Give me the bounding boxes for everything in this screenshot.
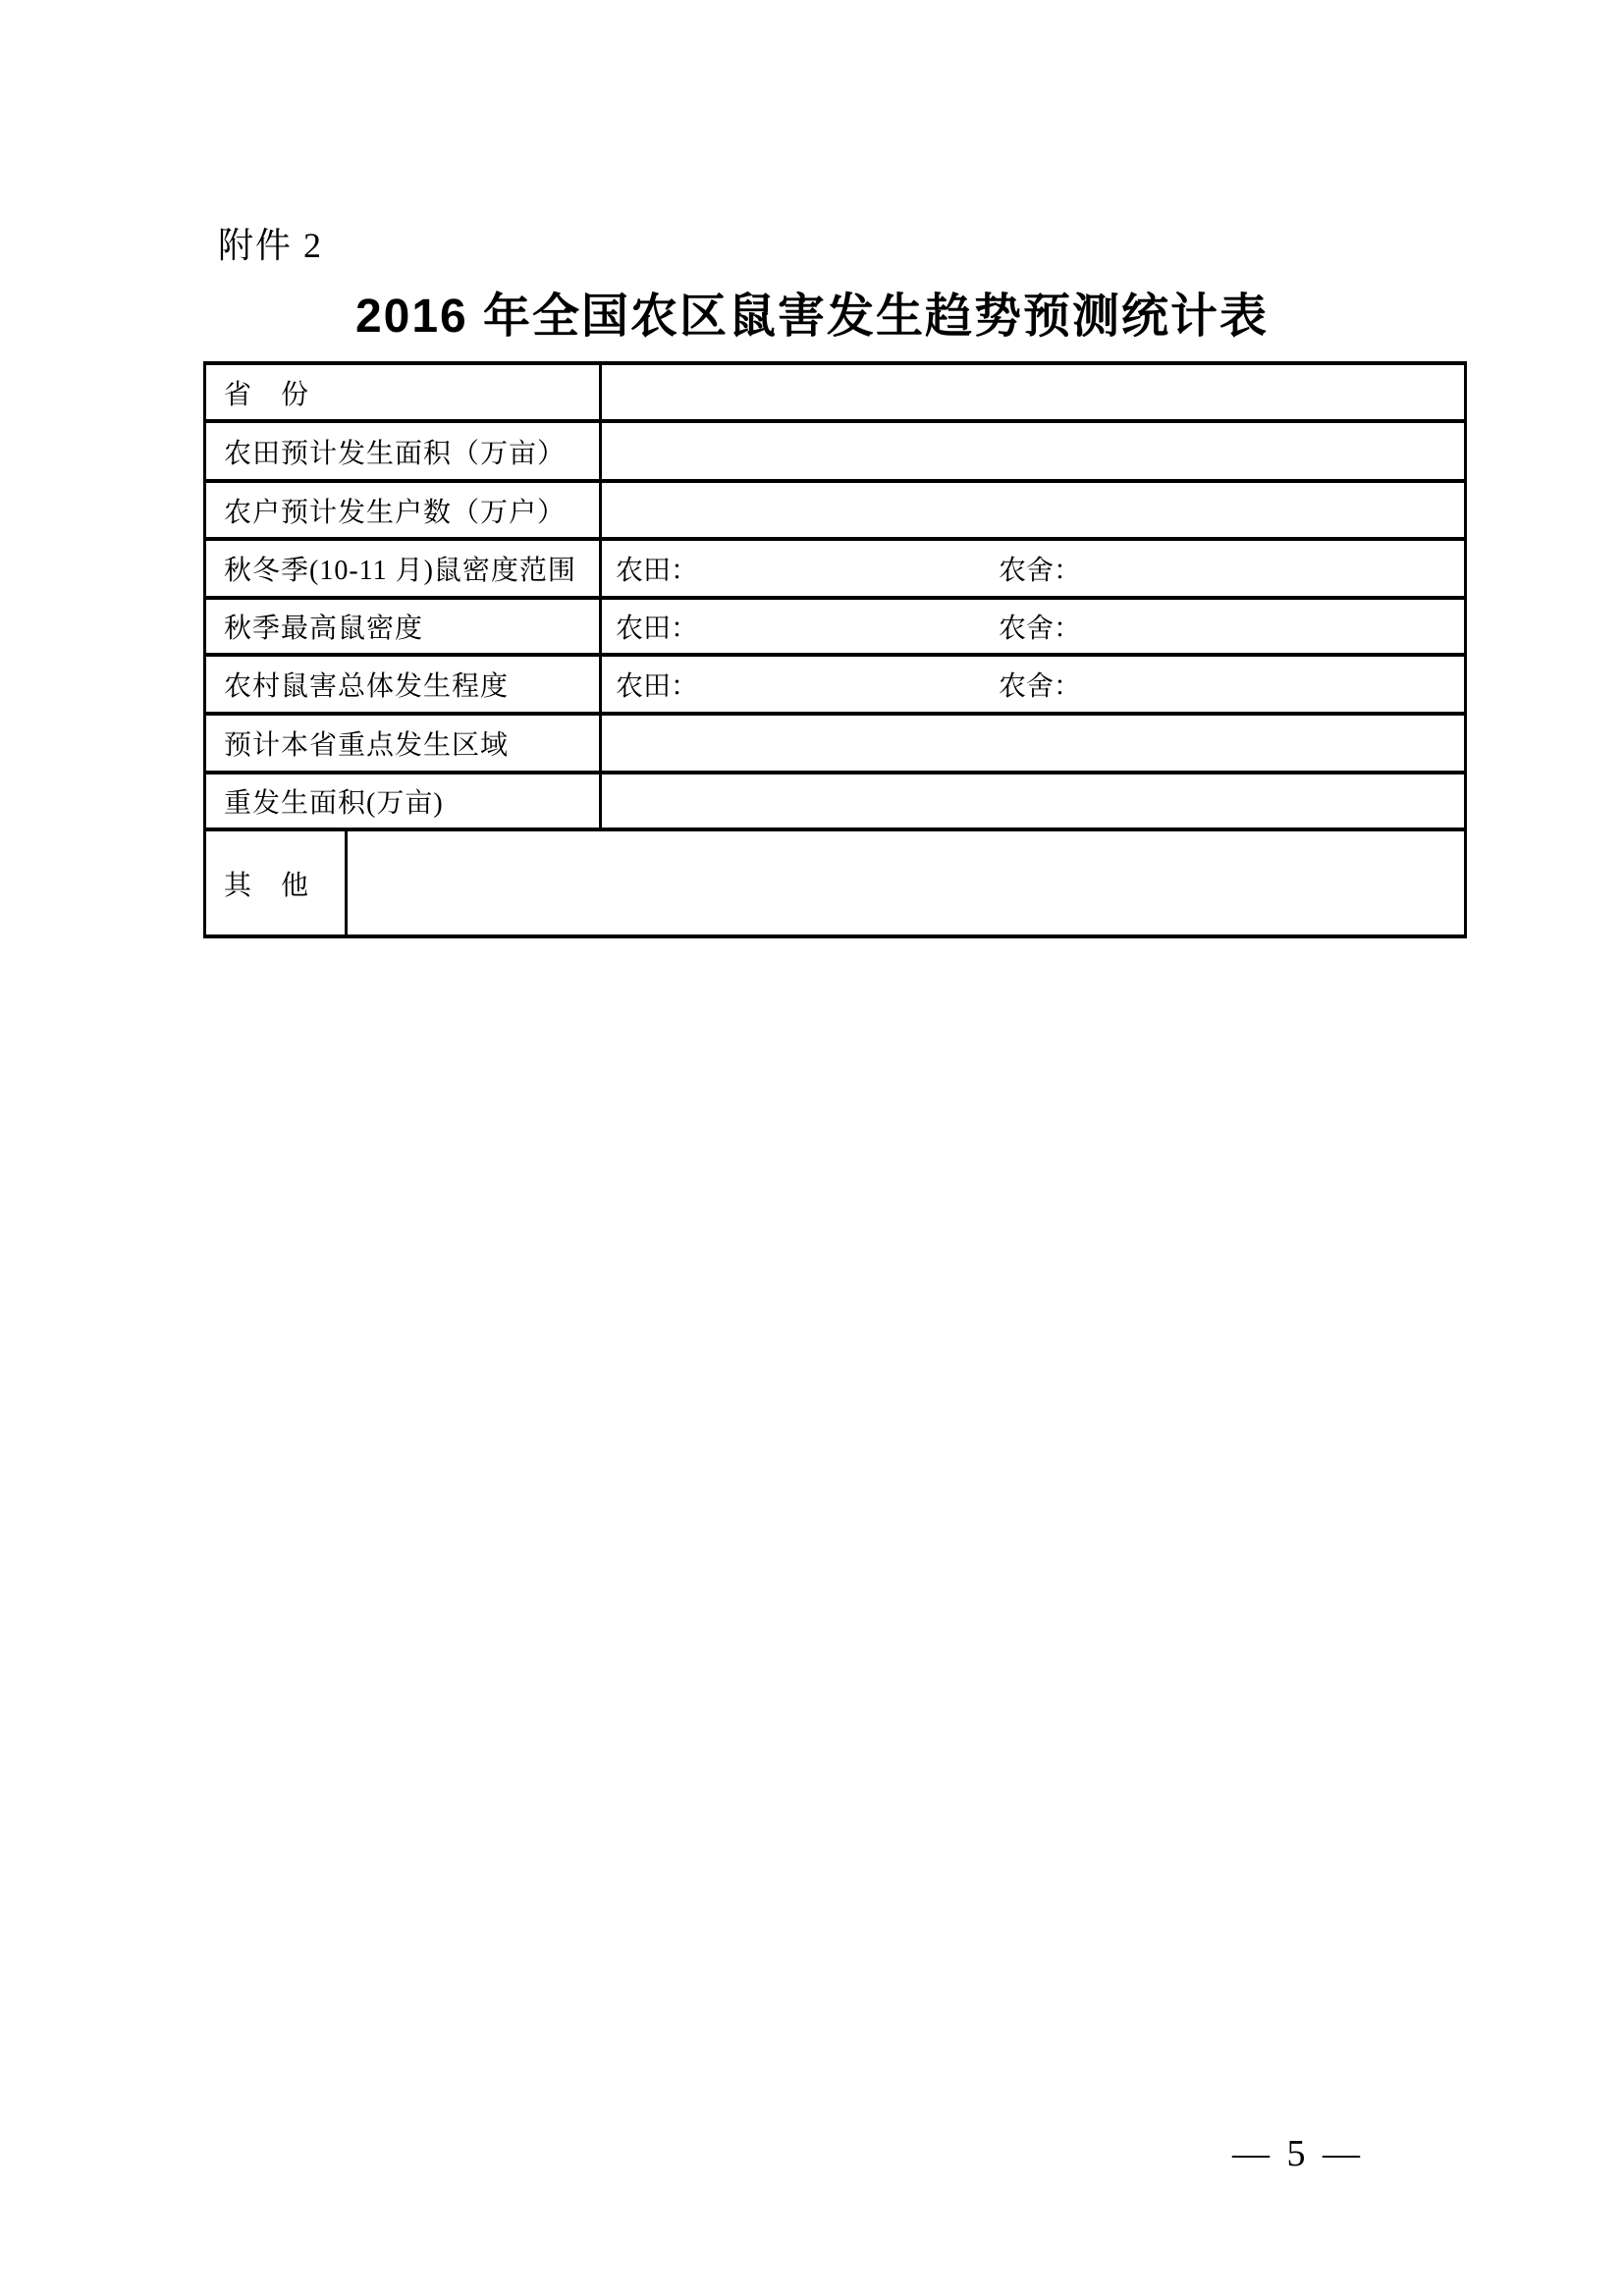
- table-row-household-count: [206, 479, 1464, 537]
- row-label-cell: 重发生面积(万亩): [206, 774, 602, 828]
- row-value-cell: [602, 774, 1464, 828]
- farmland-field-label: 农田：: [616, 556, 699, 586]
- row-label-cell: 秋季最高鼠密度: [206, 600, 602, 653]
- table-row-other: [206, 828, 1464, 934]
- farmhouse-field-label: 农舍：: [999, 556, 1082, 586]
- document-title: 2016 年全国农区鼠害发生趋势预测统计表: [354, 291, 1270, 343]
- table-row-province: [206, 365, 1464, 419]
- row-label-cell: 预计本省重点发生区域: [206, 716, 602, 771]
- row-label-cell: 省 份: [206, 365, 602, 419]
- table-row-density-range: [206, 537, 1464, 596]
- row-label-cell: 农田预计发生面积（万亩）: [206, 423, 602, 479]
- row-value-cell: [348, 831, 1464, 934]
- table-row-key-regions: [206, 712, 1464, 771]
- farmhouse-field-label: 农舍：: [999, 614, 1082, 644]
- farmhouse-field-label: 农舍：: [999, 671, 1082, 702]
- row-value-cell: [602, 600, 1464, 653]
- row-value-cell: [602, 365, 1464, 419]
- table-row-overall-degree: [206, 653, 1464, 712]
- row-value-cell: [602, 716, 1464, 771]
- table-row-severe-area: [206, 771, 1464, 828]
- forecast-table: [203, 361, 1467, 938]
- page-number: — 5 —: [1232, 2133, 1364, 2174]
- table-row-farmland-area: [206, 419, 1464, 479]
- table-row-autumn-max-density: [206, 596, 1464, 653]
- row-value-cell: [602, 483, 1464, 537]
- attachment-label: 附件 2: [218, 226, 324, 265]
- row-label-cell: 农村鼠害总体发生程度: [206, 657, 602, 712]
- farmland-field-label: 农田：: [616, 671, 699, 702]
- row-value-cell: [602, 657, 1464, 712]
- row-label-cell: 其 他: [206, 831, 348, 934]
- farmland-field-label: 农田：: [616, 614, 699, 644]
- row-value-cell: [602, 541, 1464, 596]
- row-label-cell: 秋冬季(10-11 月)鼠密度范围: [206, 541, 602, 596]
- row-label-cell: 农户预计发生户数（万户）: [206, 483, 602, 537]
- row-value-cell: [602, 423, 1464, 479]
